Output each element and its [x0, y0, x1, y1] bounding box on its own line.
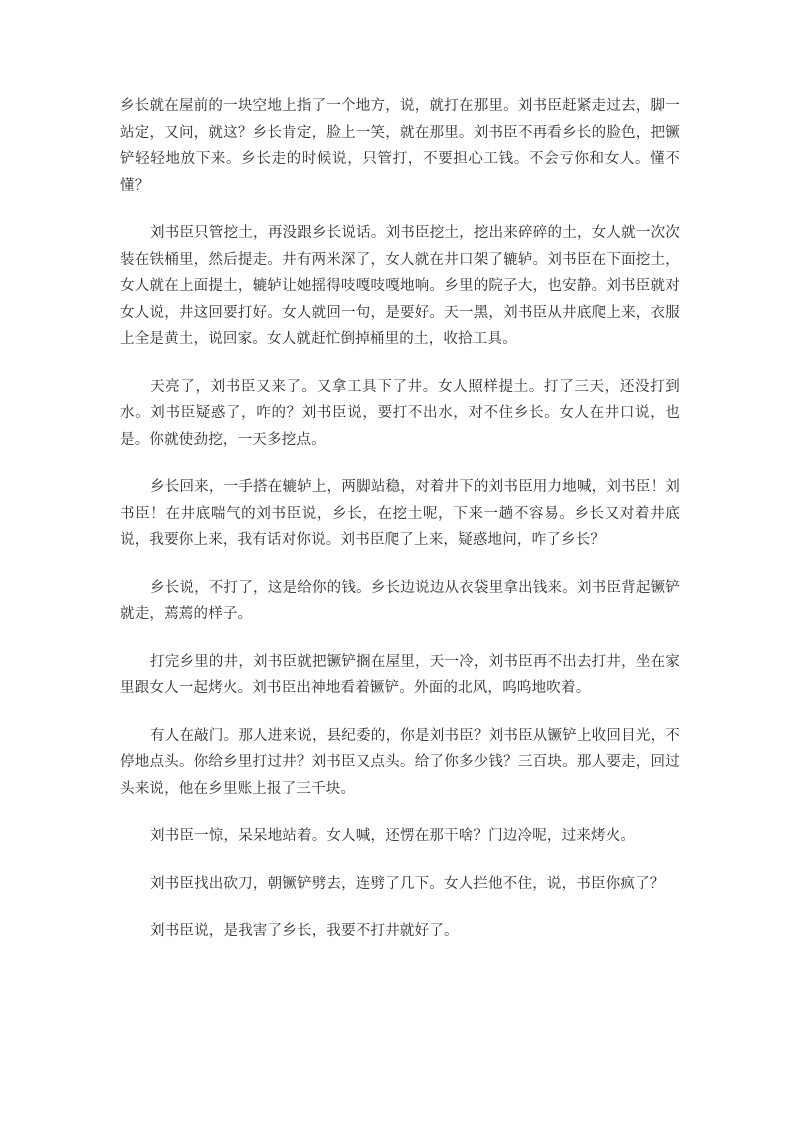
paragraph-2: 刘书臣只管挖土，再没跟乡长说话。刘书臣挖土，挖出来碎碎的土，女人就一次次装在铁桶里，然后提走。井有两米深了，女人就在井口架了辘轳。刘书臣在下面挖土，女人就在上面提土，辘轳让她摇得吱嘎吱嘎地响。乡里的院子大，也安静。刘书臣就对女人说，井这回要打好。女人就回一句，是要好。天一黑，刘书臣从井底爬上来，衣服上全是黄土，说回家。女人就赶忙倒掉桶里的土，收拾工具。	[120, 225, 680, 347]
paragraph-6: 打完乡里的井，刘书臣就把镢铲搁在屋里，天一冷，刘书臣再不出去打井，坐在家里跟女人一起烤火。刘书臣出神地看着镢铲。外面的北风，呜呜地吹着。	[120, 653, 680, 696]
paragraph-10: 刘书臣说，是我害了乡长，我要不打井就好了。	[150, 923, 459, 939]
paragraph-8: 刘书臣一惊，呆呆地站着。女人喊，还愣在那干啥？门边冷呢，过来烤火。	[150, 828, 636, 844]
paragraph-7: 有人在敲门。那人进来说，县纪委的，你是刘书臣？刘书臣从镢铲上收回目光，不停地点头。你给乡里打过井？刘书臣又点头。给了你多少钱？三百块。那人要走，回过头来说，他在乡里账上报了三千块。	[120, 727, 680, 797]
paragraph-4: 乡长回来，一手搭在辘轳上，两脚站稳，对着井下的刘书臣用力地喊，刘书臣！刘书臣！在井底喘气的刘书臣说，乡长，在挖土呢，下来一趟不容易。乡长又对着井底说，我要你上来，我有话对你说。刘书臣爬了上来，疑惑地问，咋了乡长？	[120, 479, 680, 548]
paragraph-5: 乡长说，不打了，这是给你的钱。乡长边说边从衣袋里拿出钱来。刘书臣背起镢铲就走，蔫蔫的样子。	[120, 579, 680, 622]
document-body	[120, 93, 680, 966]
paragraph-3: 天亮了，刘书臣又来了。又拿工具下了井。女人照样提土。打了三天，还没打到水。刘书臣疑惑了，咋的？刘书臣说，要打不出水，对不住乡长。女人在井口说，也是。你就使劲挖，一天多挖点。	[120, 378, 680, 448]
paragraph-1: 乡长就在屋前的一块空地上指了一个地方，说，就打在那里。刘书臣赶紧走过去，脚一站定，又问，就这？乡长肯定，脸上一笑，就在那里。刘书臣不再看乡长的脸色，把镢铲轻轻地放下来。乡长走的时候说，只管打，不要担心工钱。不会亏你和女人。懂不懂？	[120, 98, 680, 194]
paragraph-9: 刘书臣找出砍刀，朝镢铲劈去，连劈了几下。女人拦他不住，说，书臣你疯了？	[150, 875, 665, 892]
